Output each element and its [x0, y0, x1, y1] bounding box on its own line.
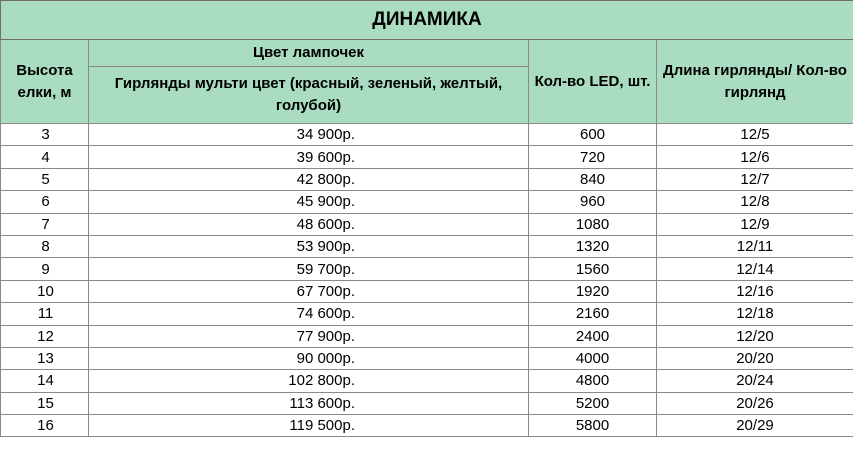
cell-price: 113 600р. [89, 392, 529, 414]
table-row [1, 280, 853, 302]
table-row [1, 415, 853, 437]
cell-garland-length: 20/20 [657, 347, 853, 369]
cell-garland-length: 12/7 [657, 168, 853, 190]
cell-led-count: 1920 [529, 280, 657, 302]
cell-price: 48 600р. [89, 213, 529, 235]
table-row [1, 235, 853, 257]
cell-price: 74 600р. [89, 303, 529, 325]
cell-height: 8 [1, 235, 89, 257]
cell-height: 4 [1, 146, 89, 168]
cell-led-count: 4000 [529, 347, 657, 369]
cell-height: 9 [1, 258, 89, 280]
cell-height: 15 [1, 392, 89, 414]
table-row [1, 303, 853, 325]
cell-garland-length: 12/18 [657, 303, 853, 325]
table-title: ДИНАМИКА [1, 1, 853, 40]
header-led-count: Кол-во LED, шт. [529, 40, 657, 124]
cell-price: 39 600р. [89, 146, 529, 168]
cell-price: 34 900р. [89, 124, 529, 146]
cell-price: 59 700р. [89, 258, 529, 280]
cell-garland-length: 12/11 [657, 235, 853, 257]
cell-garland-length: 12/20 [657, 325, 853, 347]
cell-garland-length: 12/6 [657, 146, 853, 168]
cell-garland-length: 20/29 [657, 415, 853, 437]
cell-led-count: 4800 [529, 370, 657, 392]
header-height: Высота елки, м [1, 40, 89, 124]
table-row [1, 258, 853, 280]
cell-height: 16 [1, 415, 89, 437]
cell-garland-length: 12/5 [657, 124, 853, 146]
cell-price: 119 500р. [89, 415, 529, 437]
cell-price: 42 800р. [89, 168, 529, 190]
cell-price: 102 800р. [89, 370, 529, 392]
cell-height: 12 [1, 325, 89, 347]
cell-garland-length: 12/9 [657, 213, 853, 235]
cell-height: 10 [1, 280, 89, 302]
cell-height: 3 [1, 124, 89, 146]
table-row [1, 370, 853, 392]
cell-price: 90 000р. [89, 347, 529, 369]
cell-led-count: 720 [529, 146, 657, 168]
table-row [1, 146, 853, 168]
table-row [1, 347, 853, 369]
table-row [1, 191, 853, 213]
cell-price: 45 900р. [89, 191, 529, 213]
cell-price: 77 900р. [89, 325, 529, 347]
cell-price: 53 900р. [89, 235, 529, 257]
table-row [1, 392, 853, 414]
cell-garland-length: 12/16 [657, 280, 853, 302]
header-color-sub: Гирлянды мульти цвет (красный, зеленый, желтый, голубой) [89, 67, 529, 124]
cell-led-count: 840 [529, 168, 657, 190]
cell-garland-length: 12/8 [657, 191, 853, 213]
cell-led-count: 1320 [529, 235, 657, 257]
cell-led-count: 1560 [529, 258, 657, 280]
cell-garland-length: 20/24 [657, 370, 853, 392]
cell-height: 11 [1, 303, 89, 325]
cell-led-count: 5200 [529, 392, 657, 414]
table-row [1, 325, 853, 347]
header-garland-length: Длина гирлянды/ Кол-во гирлянд [657, 40, 853, 124]
cell-garland-length: 12/14 [657, 258, 853, 280]
cell-led-count: 2400 [529, 325, 657, 347]
cell-height: 14 [1, 370, 89, 392]
cell-garland-length: 20/26 [657, 392, 853, 414]
cell-led-count: 2160 [529, 303, 657, 325]
cell-price: 67 700р. [89, 280, 529, 302]
cell-led-count: 600 [529, 124, 657, 146]
cell-height: 6 [1, 191, 89, 213]
table-row [1, 124, 853, 146]
cell-led-count: 960 [529, 191, 657, 213]
cell-height: 5 [1, 168, 89, 190]
cell-height: 7 [1, 213, 89, 235]
header-color-group: Цвет лампочек [89, 40, 529, 67]
cell-led-count: 1080 [529, 213, 657, 235]
table-row [1, 213, 853, 235]
table-row [1, 168, 853, 190]
cell-led-count: 5800 [529, 415, 657, 437]
cell-height: 13 [1, 347, 89, 369]
